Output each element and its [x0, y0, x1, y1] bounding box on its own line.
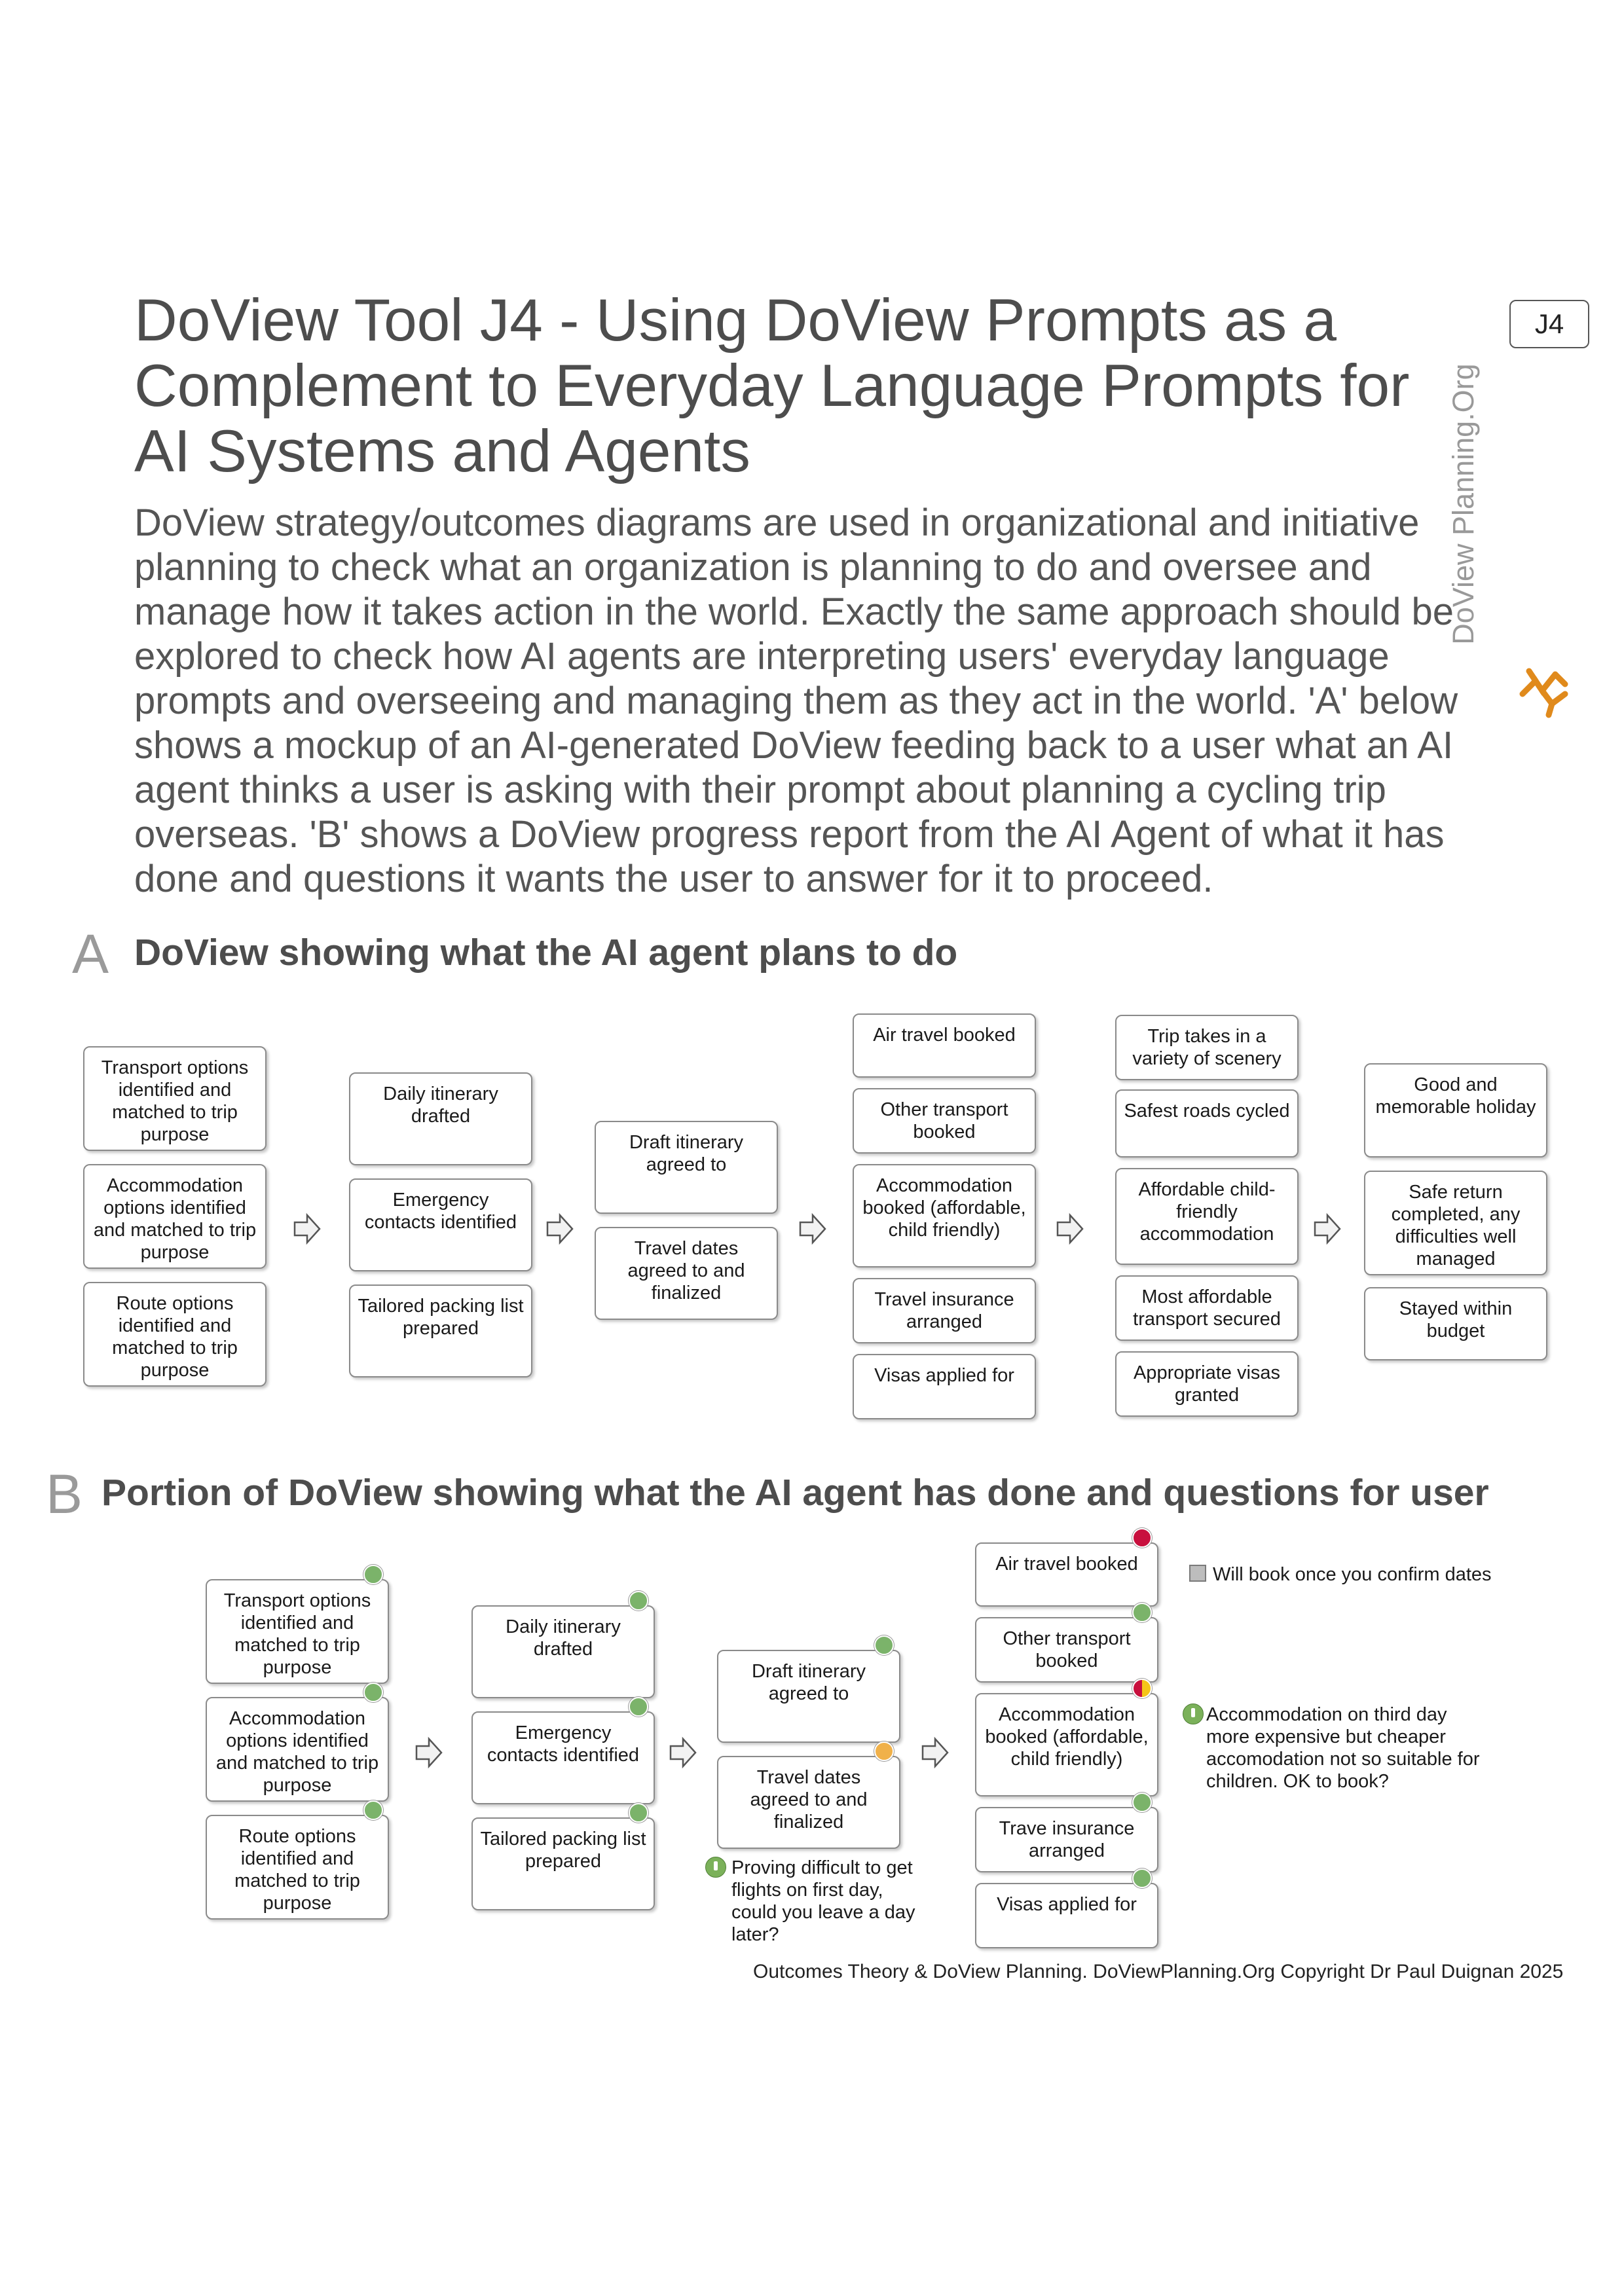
status-done-icon	[629, 1803, 648, 1823]
outcome-box[interactable]: Transport options identified and matched to trip purpose	[83, 1046, 267, 1151]
status-done-icon	[363, 1800, 383, 1820]
outcome-box[interactable]: Affordable child-friendly accommodation	[1115, 1168, 1299, 1265]
outcome-box[interactable]: Safe return completed, any difficulties well managed	[1364, 1171, 1547, 1275]
page-code-badge: J4	[1509, 300, 1589, 348]
note-air-travel: Will book once you confirm dates	[1213, 1564, 1492, 1585]
outcome-box[interactable]: Safest roads cycled	[1115, 1089, 1299, 1157]
outcome-box[interactable]: Appropriate visas granted	[1115, 1351, 1299, 1417]
outcome-box[interactable]: Trave insurance arranged	[975, 1807, 1158, 1872]
brand-text: DoView Planning.Org	[1447, 363, 1480, 645]
info-icon[interactable]	[1183, 1704, 1204, 1724]
status-done-icon	[363, 1683, 383, 1702]
intro-paragraph: DoView strategy/outcomes diagrams are used in organizational and initiative planning to check what an organization is planning to do and oversee and manage how it takes action in the world. Exactly the same approach should be explored to check how AI agents are interpreting users' everyday language prompts and overseeing and managing them as they act in the world. 'A' below shows a mockup of an AI-generated DoView feeding back to a user what an AI agent thinks a user is asking with their prompt about planning a cycling trip overseas. 'B' shows a DoView progress report from the AI Agent of what it has done and questions it wants the user to answer for it to proceed.	[134, 501, 1458, 900]
pause-square-icon	[1189, 1565, 1206, 1582]
outcome-box[interactable]: Accommodation booked (affordable, child friendly)	[975, 1693, 1158, 1796]
arrow-right-icon	[921, 1736, 950, 1769]
arrow-right-icon	[415, 1736, 443, 1769]
outcome-box[interactable]: Air travel booked	[853, 1013, 1036, 1078]
status-pending-icon	[874, 1741, 894, 1761]
question-note-accommodation: Accommodation on third day more expensive but cheaper accomodation not so suitable for children. OK to book?	[1206, 1704, 1480, 1792]
outcome-box[interactable]: Other transport booked	[975, 1617, 1158, 1683]
outcome-box[interactable]: Tailored packing list prepared	[471, 1817, 655, 1910]
outcome-box[interactable]: Trip takes in a variety of scenery	[1115, 1015, 1299, 1080]
outcome-box[interactable]: Visas applied for	[975, 1883, 1158, 1948]
question-note-travel-dates: Proving difficult to get flights on first day, could you leave a day later?	[731, 1857, 915, 1945]
status-done-icon	[629, 1591, 648, 1611]
status-done-icon	[1132, 1868, 1152, 1888]
section-a-title: DoView showing what the AI agent plans to do	[134, 932, 958, 974]
arrow-right-icon	[798, 1212, 827, 1245]
outcome-box[interactable]: Draft itinerary agreed to	[717, 1650, 900, 1743]
status-blocked-icon	[1132, 1528, 1152, 1548]
page-title: DoView Tool J4 - Using DoView Prompts as a Complement to Everyday Language Prompts for AI Systems and Agents	[134, 287, 1410, 484]
doview-logo-icon	[1513, 655, 1578, 720]
info-icon[interactable]	[705, 1857, 726, 1878]
outcome-box[interactable]: Accommodation options identified and matched to trip purpose	[206, 1697, 389, 1802]
outcome-box[interactable]: Travel dates agreed to and finalized	[717, 1756, 900, 1849]
outcome-box[interactable]: Daily itinerary drafted	[471, 1605, 655, 1698]
outcome-box[interactable]: Tailored packing list prepared	[349, 1285, 532, 1377]
section-b-letter: B	[46, 1463, 83, 1525]
section-b-title: Portion of DoView showing what the AI agent has done and questions for user	[101, 1472, 1489, 1514]
outcome-box[interactable]: Route options identified and matched to trip purpose	[83, 1282, 267, 1387]
outcome-box[interactable]: Accommodation options identified and matched to trip purpose	[83, 1164, 267, 1269]
footer-copyright: Outcomes Theory & DoView Planning. DoViewPlanning.Org Copyright Dr Paul Duignan 2025	[753, 1961, 1564, 1982]
outcome-box[interactable]: Draft itinerary agreed to	[595, 1121, 778, 1214]
outcome-box[interactable]: Good and memorable holiday	[1364, 1063, 1547, 1157]
status-done-icon	[629, 1697, 648, 1717]
status-mixed-icon	[1132, 1679, 1152, 1698]
status-done-icon	[1132, 1603, 1152, 1622]
arrow-right-icon	[1313, 1212, 1342, 1245]
outcome-box[interactable]: Transport options identified and matched to trip purpose	[206, 1579, 389, 1684]
outcome-box[interactable]: Other transport booked	[853, 1088, 1036, 1154]
status-done-icon	[874, 1635, 894, 1655]
outcome-box[interactable]: Daily itinerary drafted	[349, 1072, 532, 1165]
outcome-box[interactable]: Travel dates agreed to and finalized	[595, 1227, 778, 1320]
outcome-box[interactable]: Route options identified and matched to trip purpose	[206, 1815, 389, 1920]
outcome-box[interactable]: Stayed within budget	[1364, 1287, 1547, 1360]
outcome-box[interactable]: Accommodation booked (affordable, child friendly)	[853, 1164, 1036, 1267]
outcome-box[interactable]: Air travel booked	[975, 1542, 1158, 1607]
outcome-box[interactable]: Emergency contacts identified	[349, 1178, 532, 1271]
arrow-right-icon	[545, 1212, 574, 1245]
arrow-right-icon	[293, 1212, 322, 1245]
outcome-box[interactable]: Most affordable transport secured	[1115, 1275, 1299, 1341]
outcome-box[interactable]: Emergency contacts identified	[471, 1711, 655, 1804]
status-done-icon	[1132, 1793, 1152, 1812]
section-a-letter: A	[72, 923, 109, 985]
outcome-box[interactable]: Travel insurance arranged	[853, 1278, 1036, 1343]
status-done-icon	[363, 1565, 383, 1584]
arrow-right-icon	[1056, 1212, 1084, 1245]
arrow-right-icon	[669, 1736, 697, 1769]
outcome-box[interactable]: Visas applied for	[853, 1354, 1036, 1419]
